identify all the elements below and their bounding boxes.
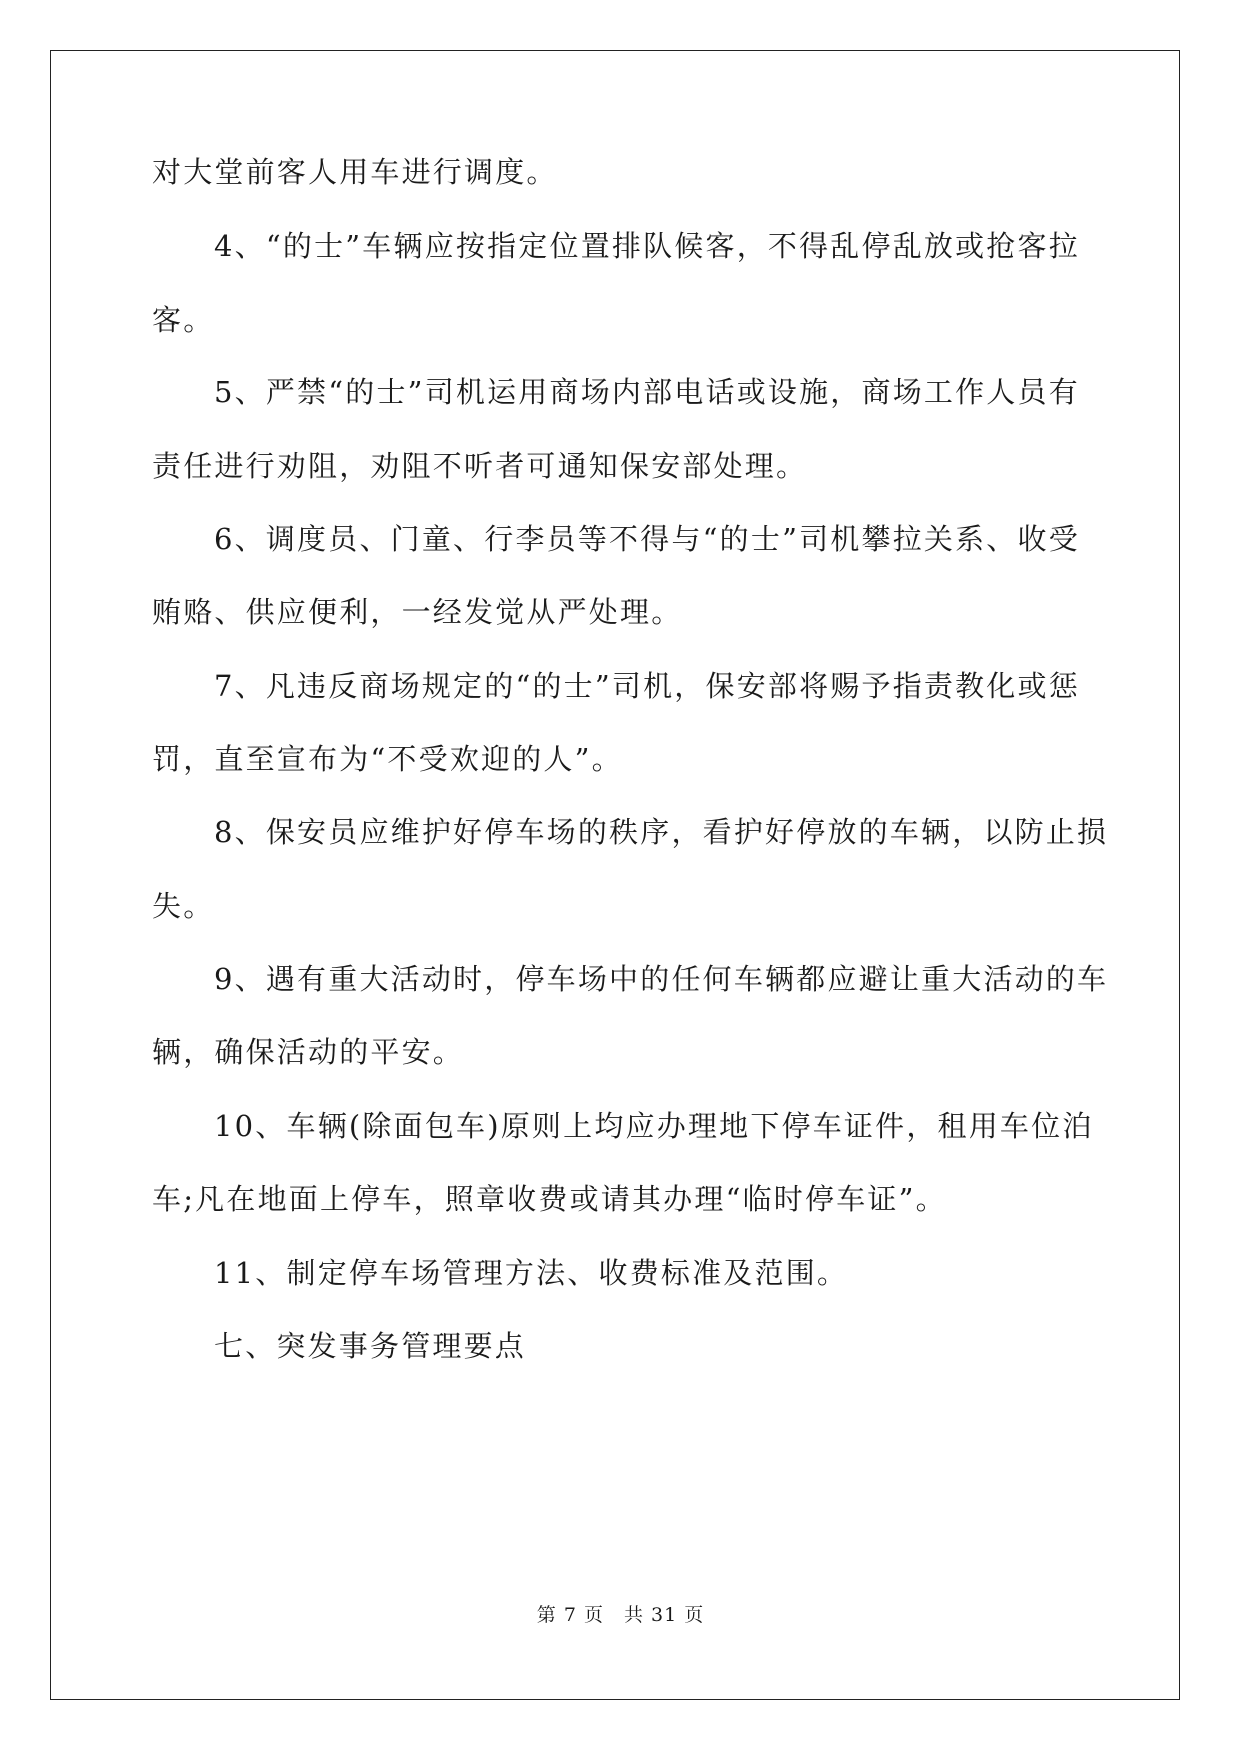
page-number-footer: 第 7 页 共 31 页 (536, 1604, 705, 1626)
paragraph-line-10: 8、保安员应维护好停车场的秩序，看护好停放的车辆，以防止损 (214, 815, 1109, 849)
page-frame (50, 50, 1180, 1700)
paragraph-line-12: 9、遇有重大活动时，停车场中的任何车辆都应避让重大活动的车 (214, 962, 1109, 996)
paragraph-line-5: 责任进行劝阻，劝阻不听者可通知保安部处理。 (152, 449, 808, 483)
paragraph-line-7: 贿赂、供应便利，一经发觉从严处理。 (152, 595, 683, 629)
paragraph-line-15: 车;凡在地面上停车，照章收费或请其办理“临时停车证”。 (152, 1182, 947, 1216)
paragraph-line-2: 4、“的士”车辆应按指定位置排队候客，不得乱停乱放或抢客拉 (214, 229, 1080, 263)
paragraph-line-9: 罚，直至宣布为“不受欢迎的人”。 (152, 742, 623, 776)
paragraph-line-14: 10、车辆(除面包车)原则上均应办理地下停车证件，租用车位泊 (214, 1109, 1094, 1143)
paragraph-line-11: 失。 (152, 889, 215, 923)
paragraph-line-4: 5、严禁“的士”司机运用商场内部电话或设施，商场工作人员有 (214, 375, 1080, 409)
paragraph-line-13: 辆，确保活动的平安。 (152, 1035, 465, 1069)
paragraph-line-8: 7、凡违反商场规定的“的士”司机，保安部将赐予指责教化或惩 (214, 669, 1080, 703)
paragraph-line-1: 对大堂前客人用车进行调度。 (152, 155, 558, 189)
paragraph-line-16: 11、制定停车场管理方法、收费标准及范围。 (214, 1256, 849, 1290)
paragraph-line-6: 6、调度员、门童、行李员等不得与“的士”司机攀拉关系、收受 (214, 522, 1080, 556)
paragraph-line-3: 客。 (152, 303, 215, 337)
section-heading: 七、突发事务管理要点 (214, 1329, 527, 1363)
